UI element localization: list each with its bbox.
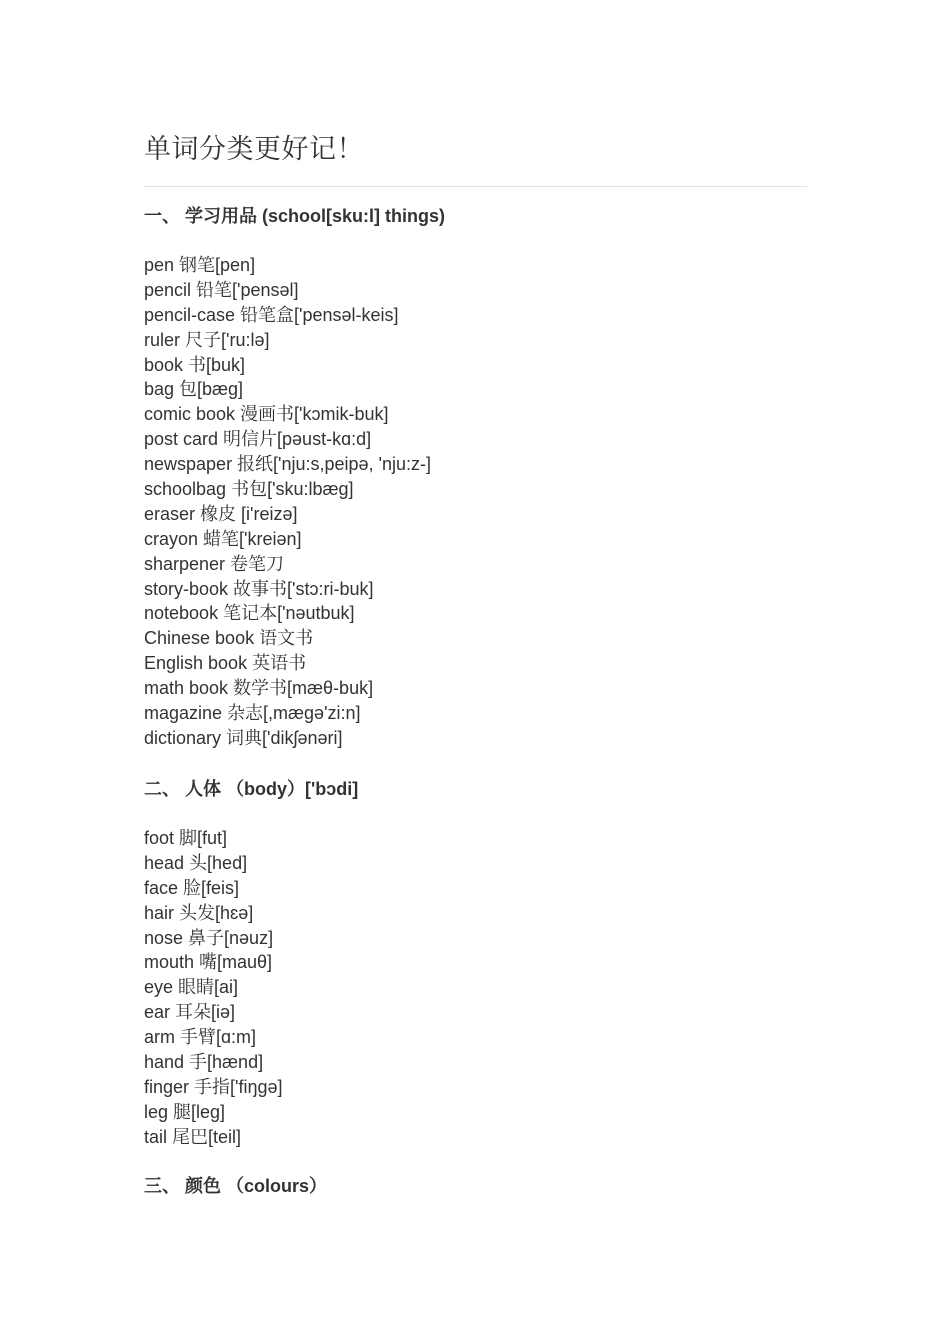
title-divider bbox=[144, 186, 807, 187]
word-list bbox=[144, 826, 807, 1150]
word-list bbox=[144, 253, 807, 751]
word-item: face 脸[feis] bbox=[144, 877, 240, 898]
word-item: notebook 笔记本['nəutbuk] bbox=[144, 603, 355, 624]
word-item: nose 鼻子[nəuz] bbox=[144, 927, 274, 948]
word-item: comic book 漫画书['kɔmik-buk] bbox=[144, 404, 389, 425]
word-item: finger 手指['fiŋɡə] bbox=[144, 1076, 283, 1097]
word-item: sharpener 卷笔刀 bbox=[144, 553, 285, 574]
word-item: bag 包[bæɡ] bbox=[144, 379, 244, 400]
word-item: schoolbag 书包['sku:lbæɡ] bbox=[144, 479, 354, 500]
word-item: foot 脚[fut] bbox=[144, 828, 228, 848]
word-item: head 头[hed] bbox=[144, 852, 248, 873]
word-item: newspaper 报纸['nju:s,peipə, 'nju:z-] bbox=[144, 454, 432, 475]
document-title: 单词分类更好记！ bbox=[144, 134, 364, 165]
word-item: story-book 故事书['stɔ:ri-buk] bbox=[144, 578, 374, 599]
word-item: tail 尾巴[teil] bbox=[144, 1126, 242, 1147]
section-school-things bbox=[144, 203, 807, 751]
word-item: pencil 铅笔['pensəl] bbox=[144, 279, 299, 300]
word-item: hair 头发[hɛə] bbox=[144, 902, 254, 923]
word-item: crayon 蜡笔['kreiən] bbox=[144, 528, 302, 549]
section-heading: 三、 颜色 （colours） bbox=[144, 1176, 328, 1196]
word-item: pen 钢笔[pen] bbox=[144, 255, 256, 275]
section-body bbox=[144, 776, 807, 1150]
word-item: magazine 杂志[,mæɡə'zi:n] bbox=[144, 703, 361, 724]
word-item: ruler 尺子['ru:lə] bbox=[144, 329, 270, 350]
word-item: dictionary 词典['dikʃənəri] bbox=[144, 727, 343, 748]
section-colours bbox=[144, 1173, 807, 1199]
word-item: eye 眼睛[ai] bbox=[144, 977, 239, 998]
word-item: pencil-case 铅笔盒['pensəl-keis] bbox=[144, 304, 399, 325]
word-item: hand 手[hænd] bbox=[144, 1052, 264, 1073]
word-item: Chinese book 语文书 bbox=[144, 628, 314, 649]
word-item: leg 腿[leɡ] bbox=[144, 1101, 226, 1122]
word-item: arm 手臂[ɑ:m] bbox=[144, 1027, 257, 1048]
word-item: mouth 嘴[mauθ] bbox=[144, 952, 273, 973]
word-item: book 书[buk] bbox=[144, 354, 246, 375]
word-item: eraser 橡皮 [i'reizə] bbox=[144, 503, 298, 524]
word-item: post card 明信片[pəust-kɑ:d] bbox=[144, 429, 372, 450]
section-heading: 二、 人体 （body）['bɔdi] bbox=[144, 779, 359, 799]
word-item: ear 耳朵[iə] bbox=[144, 1002, 236, 1023]
word-item: English book 英语书 bbox=[144, 653, 307, 674]
word-item: math book 数学书[mæθ-buk] bbox=[144, 678, 374, 699]
document-page bbox=[144, 130, 807, 1196]
section-heading: 一、 学习用品 (school[sku:l] things) bbox=[144, 206, 445, 226]
